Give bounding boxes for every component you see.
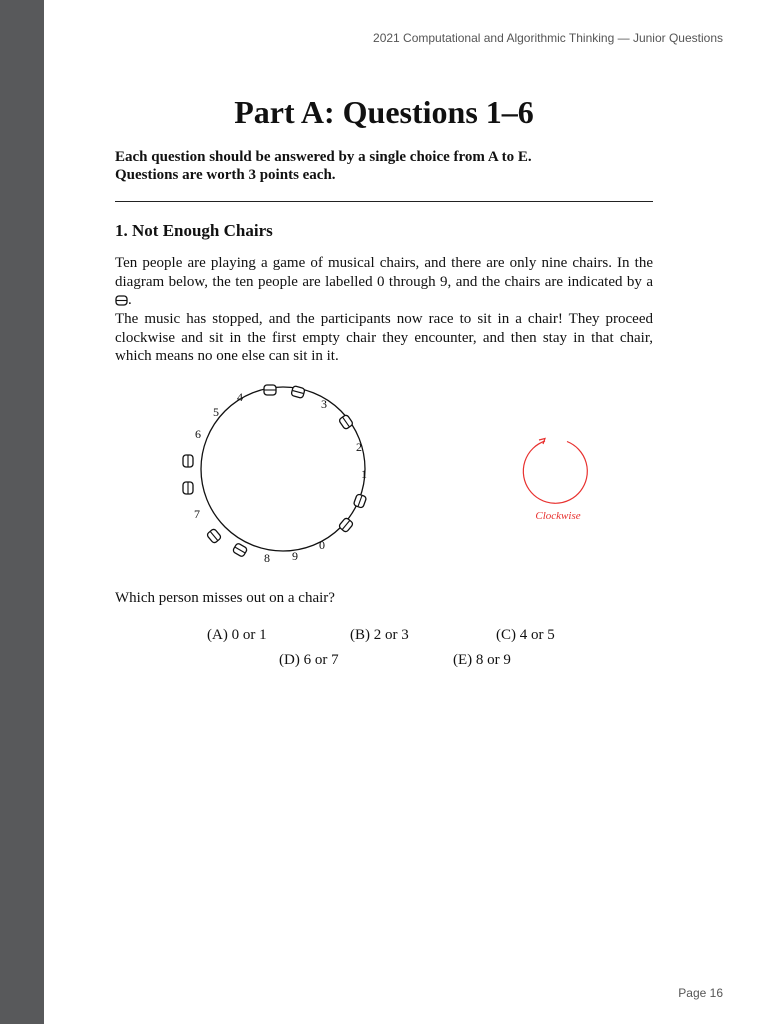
answer-option-d[interactable]: (D) 6 or 7 (279, 652, 339, 668)
answer-option-e[interactable]: (E) 8 or 9 (453, 652, 511, 668)
chair-icon (183, 482, 193, 494)
person-label-4: 4 (237, 390, 243, 404)
answer-option-a[interactable]: (A) 0 or 1 (207, 627, 267, 643)
question-heading: 1. Not Enough Chairs (115, 221, 273, 240)
person-label-6: 6 (195, 427, 201, 441)
instructions-line-1: Each question should be answered by a single choice from A to E. (115, 149, 532, 165)
paragraph-1-text: Ten people are playing a game of musical chairs, and there are only nine chairs. In the diagram below, the ten people are labelled 0 through 9, and the chairs are indicated by a (115, 255, 653, 290)
chair-icon (264, 385, 276, 395)
section-divider (115, 201, 653, 202)
question-prompt: Which person misses out on a chair? (115, 590, 335, 606)
instructions (115, 148, 655, 184)
person-label-2: 2 (356, 440, 362, 454)
person-label-7: 7 (194, 507, 200, 521)
answer-option-c[interactable]: (C) 4 or 5 (496, 627, 555, 643)
clockwise-indicator (520, 435, 600, 527)
chairs (183, 385, 367, 557)
person-label-1: 1 (361, 467, 367, 481)
clockwise-label: Clockwise (535, 510, 581, 522)
clockwise-arrow (523, 441, 587, 503)
chair-icon (353, 494, 367, 509)
chair-icon (183, 455, 193, 467)
question-paragraph-2: The music has stopped, and the participants now race to sit in a chair! They proceed clockwise and sit in the first empty chair they encounter, and then stay in that chair, which means no one else can sit in it. (115, 311, 653, 364)
chair-icon (115, 295, 128, 306)
person-label-3: 3 (321, 397, 327, 411)
paragraph-1-end: . (128, 292, 132, 308)
chair-icon (232, 543, 247, 558)
page-number: Page 16 (678, 986, 723, 1000)
person-label-0: 0 (319, 538, 325, 552)
instructions-line-2: Questions are worth 3 points each. (115, 167, 336, 183)
chairs-diagram (170, 380, 400, 580)
chair-icon (338, 517, 353, 533)
page-title: Part A: Questions 1–6 (234, 94, 534, 130)
running-header: 2021 Computational and Algorithmic Thinking — Junior Questions (373, 31, 723, 45)
person-label-9: 9 (292, 549, 298, 563)
chair-icon (338, 414, 353, 430)
chair-icon (291, 386, 305, 399)
chair-icon (206, 528, 221, 544)
person-label-5: 5 (213, 405, 219, 419)
person-label-8: 8 (264, 551, 270, 565)
side-bar (0, 0, 44, 1024)
answer-option-b[interactable]: (B) 2 or 3 (350, 627, 409, 643)
question-paragraph-1 (115, 254, 653, 310)
